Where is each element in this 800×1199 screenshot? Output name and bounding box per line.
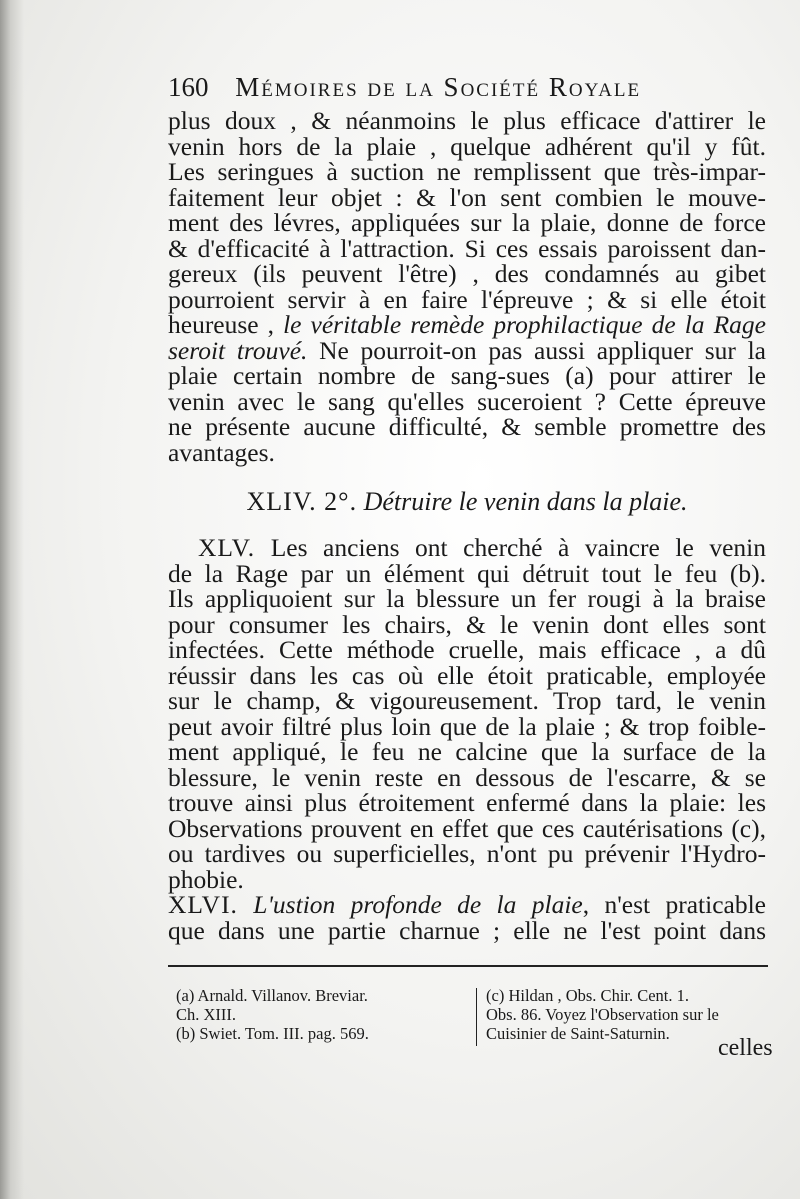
- text-line: infectées. Cette méthode cruelle, mais efficace , a dû: [168, 635, 766, 664]
- text-line: ne présente aucune difficulté, & semble promettre des: [168, 412, 766, 441]
- footnote-line: (a) Arnald. Villanov. Breviar.: [176, 986, 368, 1005]
- text-line: réussir dans les cas où elle étoit praticable, employée: [168, 660, 766, 690]
- text-line: de la Rage par un élément qui détruit tout le feu (b).: [168, 558, 766, 588]
- text-line: Les seringues à suction ne remplissent que très-impar-: [168, 157, 766, 186]
- text-fragment: heureuse ,: [168, 310, 284, 339]
- footnotes-left-column: [176, 986, 468, 1043]
- italic-phrase: L'ustion profonde de la plaie: [253, 890, 583, 919]
- text-line: phobie.: [168, 864, 244, 894]
- text-line: sur le champ, & vigoureusement. Trop tard, le venin: [168, 686, 766, 715]
- text-line: pour consumer les chairs, & le venin dont elles sont: [168, 609, 766, 639]
- text-line: [168, 335, 766, 365]
- text-line: [168, 312, 766, 338]
- text-line: Ils appliquoient sur la blessure un fer rougi à la braise: [168, 584, 766, 613]
- main-text: [168, 108, 766, 943]
- footnote-line: Ch. XIII.: [176, 1005, 237, 1024]
- gutter-shadow: [0, 0, 24, 1199]
- text-line: ment des lévres, appliquées sur la plaie, donne de force: [168, 208, 766, 237]
- footnote-line: (c) Hildan , Obs. Chir. Cent. 1.: [486, 986, 690, 1005]
- section-heading: [168, 465, 766, 517]
- text-fragment: Ne pourroit-on pas aussi appliquer sur la: [307, 335, 766, 365]
- text-line: ou tardives ou superficielles, n'ont pu prévenir l'Hydro-: [168, 839, 766, 868]
- section-number: XLVI.: [168, 890, 238, 919]
- text-line: avantages.: [168, 437, 275, 467]
- text-line: venin avec le sang qu'elles suceroient ? Cette épreuve: [168, 386, 766, 416]
- footnote-line: Obs. 86. Voyez l'Observation sur le: [486, 1005, 719, 1024]
- italic-phrase: le véritable remède prophilactique de la Rage: [283, 310, 766, 339]
- footnote-rule: [168, 965, 768, 967]
- running-title: Mémoires de la Société Royale: [235, 72, 642, 102]
- text-line: plaie certain nombre de sang-sues (a) pour attirer le: [168, 361, 766, 390]
- text-line: trouve ainsi plus étroitement enfermé dans la plaie: les: [168, 788, 766, 817]
- section-number: XLV.: [198, 533, 256, 562]
- text-fragment: Les anciens ont cherché à vaincre le venin: [270, 533, 766, 562]
- text-line: Observations prouvent en effet que ces cautérisations (c),: [168, 813, 766, 843]
- text-line: blessure, le venin reste en dessous de l'escarre, & se: [168, 762, 766, 792]
- text-line: ment appliqué, le feu ne calcine que la surface de la: [168, 737, 766, 766]
- text-line: venin hors de la plaie , quelque adhérent qu'il y fût.: [168, 131, 766, 161]
- footnote-column-divider: [476, 988, 477, 1046]
- page-number: 160: [168, 72, 209, 102]
- text-line: & d'efficacité à l'attraction. Si ces essais paroissent dan-: [168, 233, 766, 263]
- text-line: faitement leur objet : & l'on sent combien le mouve-: [168, 182, 766, 212]
- text-line: [168, 892, 766, 918]
- running-head: [168, 72, 728, 103]
- section-number: XLIV. 2°.: [246, 487, 358, 516]
- text-line: [168, 535, 766, 561]
- text-line: plus doux , & néanmoins le plus efficace d'attirer le: [168, 106, 766, 135]
- text-line: que dans une partie charnue ; elle ne l'est point dans: [168, 915, 766, 945]
- text-fragment: , n'est praticable: [582, 890, 766, 919]
- text-line: pourroient servir à en faire l'épreuve ; & si elle étoit: [168, 284, 766, 314]
- catchword: celles: [718, 1035, 773, 1061]
- section-title: Détruire le venin dans la plaie.: [363, 487, 688, 516]
- footnote-line: (b) Swiet. Tom. III. pag. 569.: [176, 1024, 369, 1043]
- text-line: peut avoir filtré plus loin que de la plaie ; & trop foible-: [168, 711, 766, 741]
- italic-phrase: seroit trouvé.: [168, 335, 308, 365]
- text-line: gereux (ils peuvent l'être) , des condamnés au gibet: [168, 259, 766, 288]
- footnote-line: Cuisinier de Saint-Saturnin.: [486, 1024, 670, 1043]
